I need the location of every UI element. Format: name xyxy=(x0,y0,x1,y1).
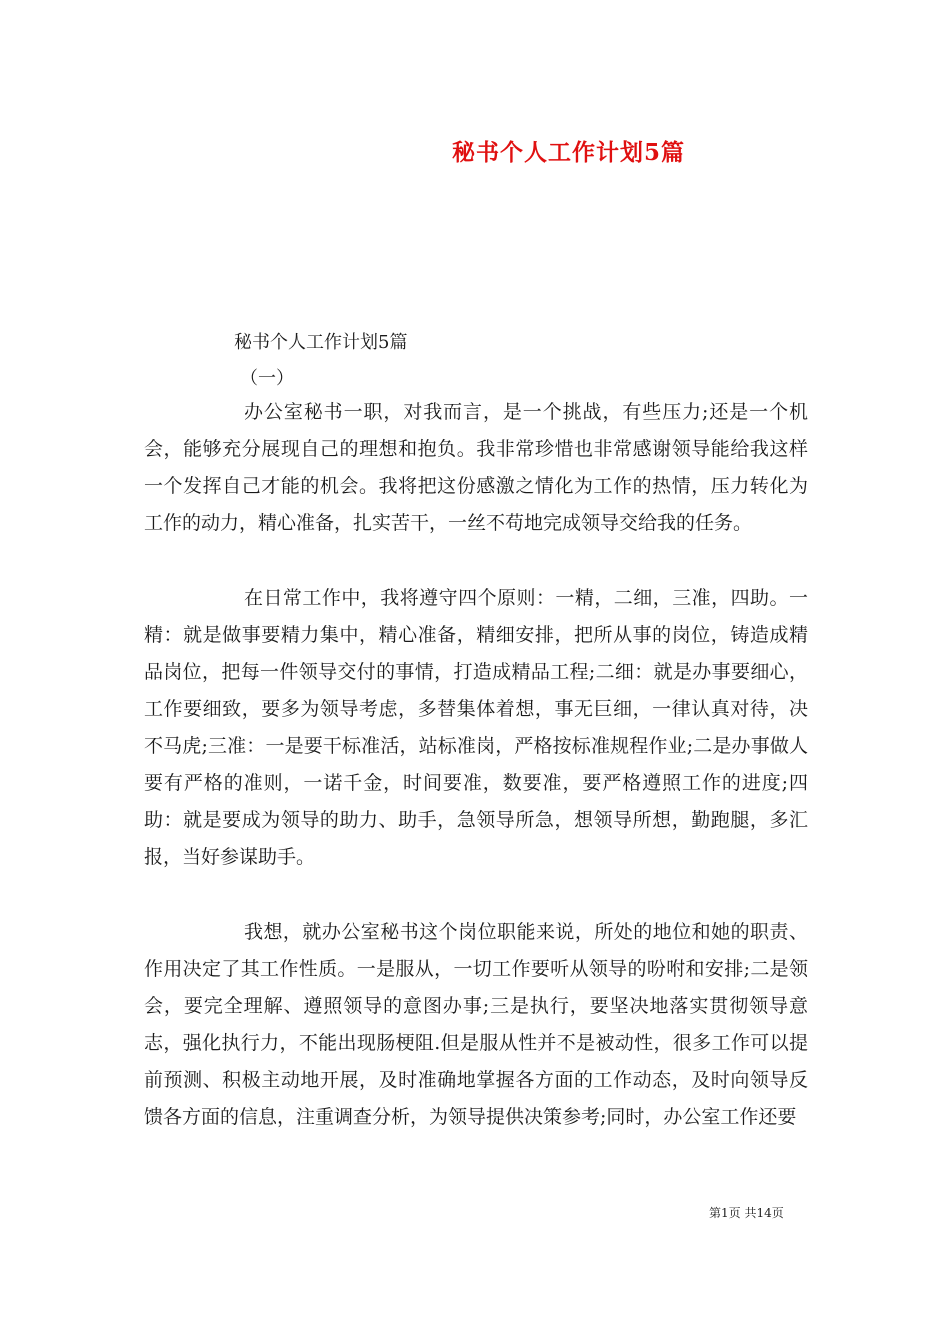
body-paragraph-1: 办公室秘书一职，对我而言，是一个挑战，有些压力;还是一个机会，能够充分展现自己的理想和抱负。我非常珍惜也非常感谢领导能给我这样一个发挥自己才能的机会。我将把这份感激之情化为工作的热情，压力转化为工作的动力，精心准备，扎实苦干，一丝不苟地完成领导交给我的任务。 xyxy=(144,401,808,534)
section-marker: （一） xyxy=(240,368,294,389)
document-subtitle: 秘书个人工作计划5篇 xyxy=(234,332,408,353)
body-paragraph-3: 我想，就办公室秘书这个岗位职能来说，所处的地位和她的职责、作用决定了其工作性质。一是服从，一切工作要听从领导的吩咐和安排;二是领会，要完全理解、遵照领导的意图办事;三是执行，要坚决地落实贯彻领导意志，强化执行力，不能出现肠梗阻.但是服从性并不是被动性，很多工作可以提前预测、积极主动地开展，及时准确地掌握各方面的工作动态，及时向领导反馈各方面的信息，注重调查分析，为领导提供决策参考;同时，办公室工作还要 xyxy=(144,921,808,1128)
page-number-footer: 第1页 共14页 xyxy=(709,1206,784,1220)
page-title: 秘书个人工作计划5篇 xyxy=(452,139,686,166)
body-paragraph-2: 在日常工作中，我将遵守四个原则：一精，二细，三准，四助。一精：就是做事要精力集中，精心准备，精细安排，把所从事的岗位，铸造成精品岗位，把每一件领导交付的事情，打造成精品工程;二细：就是办事要细心，工作要细致，要多为领导考虑，多替集体着想，事无巨细，一律认真对待，决不马虎;三准：一是要干标准活，站标准岗，严格按标准规程作业;二是办事做人要有严格的准则，一诺千金，时间要准，数要准，要严格遵照工作的进度;四助：就是要成为领导的助力、助手，急领导所急，想领导所想，勤跑腿，多汇报，当好参谋助手。 xyxy=(144,587,808,868)
